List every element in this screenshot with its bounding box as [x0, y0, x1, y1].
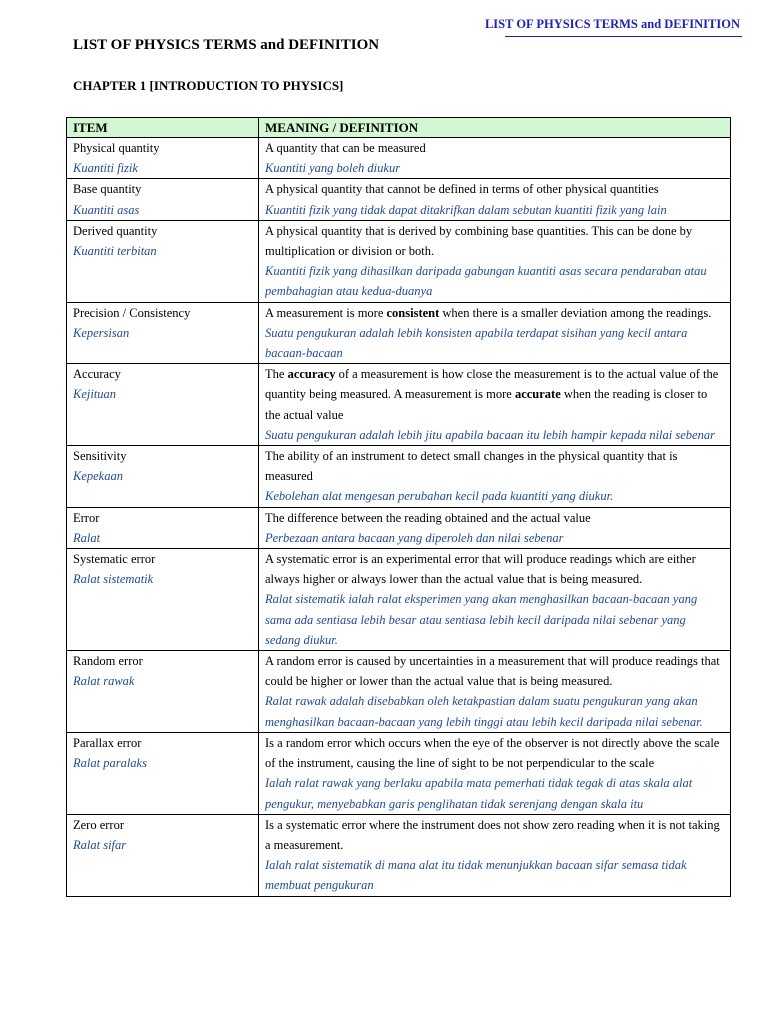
definition-keyword: consistent: [386, 305, 440, 320]
definition-malay: Ralat sistematik ialah ralat eksperimen yang akan menghasilkan bacaan-bacaan yang sama ada sentiasa lebih besar atau sentiasa lebih kecil daripada nilai sebenar yang sedang diukur.: [265, 592, 698, 647]
definition-english: A physical quantity that cannot be defined in terms of other physical quantities: [265, 182, 659, 197]
definition-english: A systematic error is an experimental error that will produce readings which are either always higher or always lower than the actual value that is being measured.: [265, 552, 696, 587]
term-malay: Kuantiti terbitan: [73, 244, 157, 259]
term-english: Error: [73, 510, 100, 525]
term-malay: Ralat sifar: [73, 837, 127, 852]
definition-english: A physical quantity that is derived by combining base quantities. This can be done by multiplication or division or both.: [265, 223, 693, 259]
meaning-column-header: MEANING / DEFINITION: [259, 118, 731, 138]
definition-text: The: [265, 367, 288, 382]
table-row: [67, 549, 731, 651]
definition-cell: [259, 507, 731, 548]
definition-english: A quantity that can be measured: [265, 141, 426, 155]
definition-malay: Suatu pengukuran adalah lebih jitu apabila bacaan itu lebih hampir kepada nilai sebenar: [265, 427, 715, 442]
term-cell: [67, 446, 259, 508]
term-english: Random error: [73, 654, 143, 669]
definition-cell: [259, 651, 731, 733]
term-cell: [67, 507, 259, 548]
term-malay: Kuantiti fizik: [73, 161, 138, 176]
definition-text: of a measurement is how close the measurement is to the actual value of the quantity being measured. A measurement is more: [265, 367, 719, 402]
definition-text: when there is a smaller deviation among the readings.: [439, 305, 712, 320]
term-malay: Kuantiti asas: [73, 202, 140, 217]
document-title: LIST OF PHYSICS TERMS and DEFINITION: [73, 37, 380, 53]
table-row: [67, 732, 731, 814]
definition-cell: [259, 549, 731, 651]
term-cell: [67, 138, 259, 179]
term-cell: [67, 179, 259, 220]
term-cell: [67, 651, 259, 733]
definition-malay: Ralat rawak adalah disebabkan oleh ketakpastian dalam suatu pengukuran yang akan menghasilkan bacaan-bacaan yang lebih tinggi atau lebih kecil daripada nilai sebenar.: [265, 694, 703, 729]
definition-cell: [259, 220, 731, 302]
term-cell: [67, 302, 259, 364]
table-header-row: [67, 118, 731, 138]
term-english: Derived quantity: [73, 223, 158, 238]
item-column-header: ITEM: [67, 118, 259, 138]
definition-malay: Kebolehan alat mengesan perubahan kecil pada kuantiti yang diukur.: [265, 489, 614, 504]
table-row: [67, 651, 731, 733]
term-english: Zero error: [73, 817, 125, 832]
term-english: Precision / Consistency: [73, 305, 191, 320]
table-row: [67, 138, 731, 179]
term-english: Parallax error: [73, 735, 142, 750]
term-malay: Kepekaan: [73, 469, 123, 484]
definition-english: Is a systematic error where the instrument does not show zero reading when it is not taking a measurement.: [265, 817, 720, 852]
table-row: [67, 364, 731, 446]
term-english: Physical quantity: [73, 141, 160, 155]
term-cell: [67, 732, 259, 814]
term-cell: [67, 220, 259, 302]
chapter-title: CHAPTER 1 [INTRODUCTION TO PHYSICS]: [73, 78, 344, 93]
term-english: Sensitivity: [73, 449, 127, 464]
definition-malay: Kuantiti fizik yang tidak dapat ditakrifkan dalam sebutan kuantiti fizik yang lain: [265, 202, 667, 217]
term-english: Accuracy: [73, 367, 121, 382]
definition-english: Is a random error which occurs when the eye of the observer is not directly above the scale of the instrument, causing the line of sight to be not perpendicular to the scale: [265, 735, 720, 771]
term-cell: [67, 364, 259, 446]
definition-malay: Ialah ralat rawak yang berlaku apabila mata pemerhati tidak tegak di atas skala alat pengukur, menyebabkan garis penglihatan tidak serenjang dengan skala itu: [265, 776, 693, 811]
definition-cell: [259, 138, 731, 179]
table-row: [67, 814, 731, 896]
table-row: [67, 507, 731, 548]
definition-english: The ability of an instrument to detect small changes in the physical quantity that is measured: [265, 449, 678, 484]
definition-english: [265, 303, 724, 323]
definition-keyword: accuracy: [287, 367, 336, 382]
term-cell: [67, 814, 259, 896]
definition-text: A measurement is more: [265, 305, 387, 320]
term-malay: Ralat sistematik: [73, 572, 154, 587]
definition-malay: Ialah ralat sistematik di mana alat itu tidak menunjukkan bacaan sifar semasa tidak membuat pengukuran: [265, 858, 687, 893]
definition-english: [265, 364, 724, 425]
table-row: [67, 179, 731, 220]
running-header: LIST OF PHYSICS TERMS and DEFINITION: [484, 17, 740, 31]
definition-malay: Kuantiti yang boleh diukur: [265, 161, 401, 176]
definition-text: when the reading is closer to the actual value: [265, 387, 708, 422]
term-cell: [67, 549, 259, 651]
term-malay: Ralat: [73, 530, 101, 545]
table-row: [67, 220, 731, 302]
definition-english: A random error is caused by uncertainties in a measurement that will produce readings that could be higher or lower than the actual value that is being measured.: [265, 654, 720, 689]
definition-malay: Kuantiti fizik yang dihasilkan daripada gabungan kuantiti asas secara pendaraban atau pembahagian atau kedua-duanya: [265, 264, 707, 299]
term-malay: Kepersisan: [73, 325, 130, 340]
term-malay: Ralat rawak: [73, 674, 135, 689]
definition-cell: [259, 179, 731, 220]
definition-cell: [259, 446, 731, 508]
definition-malay: Perbezaan antara bacaan yang diperoleh dan nilai sebenar: [265, 530, 564, 545]
header-rule: [505, 36, 742, 37]
table-row: [67, 446, 731, 508]
term-english: Systematic error: [73, 552, 156, 567]
definition-cell: [259, 302, 731, 364]
definition-cell: [259, 732, 731, 814]
definition-cell: [259, 364, 731, 446]
terms-table: [66, 117, 731, 897]
term-malay: Kejituan: [73, 387, 117, 402]
table-row: [67, 302, 731, 364]
definition-keyword: accurate: [514, 387, 561, 402]
term-english: Base quantity: [73, 182, 142, 197]
definition-english: The difference between the reading obtained and the actual value: [265, 510, 591, 525]
definition-malay: Suatu pengukuran adalah lebih konsisten apabila terdapat sisihan yang kecil antara bacaan-bacaan: [265, 325, 688, 361]
term-malay: Ralat paralaks: [73, 756, 147, 771]
definition-cell: [259, 814, 731, 896]
